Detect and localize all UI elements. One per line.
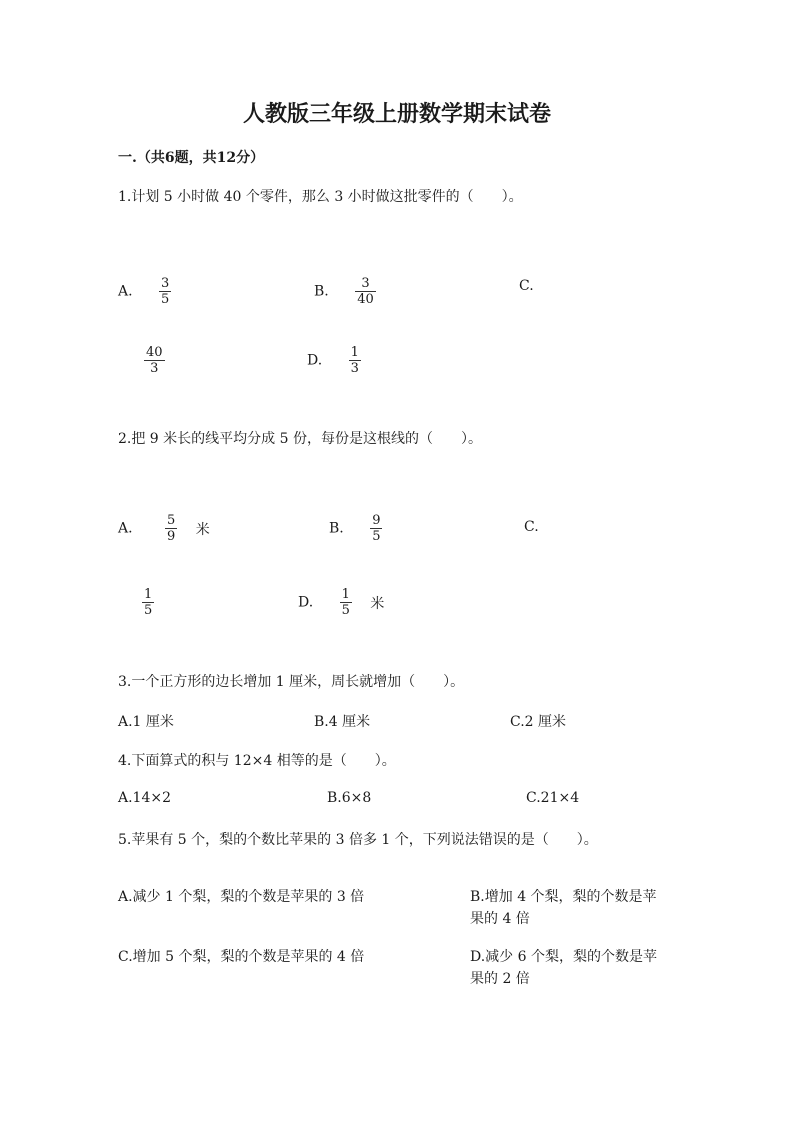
q2-option-d-fraction [340, 587, 352, 618]
q1-option-a-fraction [159, 276, 171, 307]
q5-option-a[interactable]: A.减少 1 个梨，梨的个数是苹果的 3 倍 [118, 889, 365, 905]
fraction-numerator: 3 [161, 276, 170, 291]
fraction-numerator: 40 [146, 345, 163, 360]
question-3-text: 3.一个正方形的边长增加 1 厘米，周长就增加（ ）。 [118, 674, 465, 690]
q5-option-c[interactable]: C.增加 5 个梨，梨的个数是苹果的 4 倍 [118, 949, 365, 965]
q2-option-c-label: C. [524, 519, 539, 535]
q2-option-c[interactable] [524, 519, 539, 535]
fraction-denominator: 5 [372, 529, 381, 544]
fraction-denominator: 5 [161, 292, 170, 307]
q1-option-d-fraction [349, 345, 361, 376]
question-5-text: 5.苹果有 5 个，梨的个数比苹果的 3 倍多 1 个，下列说法错误的是（ ）。 [118, 832, 598, 848]
question-2-text: 2.把 9 米长的线平均分成 5 份，每份是这根线的（ ）。 [118, 431, 482, 447]
q2-option-c-fraction [142, 587, 154, 618]
q2-option-a-fraction [165, 513, 177, 544]
q5-option-b[interactable]: B.增加 4 个梨，梨的个数是苹果的 4 倍 [470, 889, 657, 927]
q2-option-a[interactable] [118, 513, 210, 544]
fraction-numerator: 1 [144, 587, 153, 602]
q1-option-a-label: A. [118, 283, 133, 300]
fraction-numerator: 5 [167, 513, 176, 528]
q2-option-b-fraction [370, 513, 382, 544]
q2-option-b-label: B. [329, 520, 344, 537]
q1-option-b[interactable] [314, 276, 376, 307]
q1-option-c-fraction [144, 345, 165, 376]
section-header: 一.（共6题，共12分） [118, 150, 265, 166]
q2-option-a-label: A. [118, 520, 133, 537]
fraction-denominator: 9 [167, 529, 176, 544]
q1-option-d[interactable] [307, 345, 361, 376]
q4-option-c[interactable]: C.21×4 [526, 790, 580, 806]
fraction-denominator: 40 [357, 292, 374, 307]
q1-option-d-label: D. [307, 352, 323, 369]
fraction-denominator: 5 [144, 603, 153, 618]
q1-option-a[interactable] [118, 276, 171, 307]
q4-option-a[interactable]: A.14×2 [118, 790, 172, 806]
q4-option-b[interactable]: B.6×8 [327, 790, 372, 806]
q3-option-a[interactable]: A.1 厘米 [118, 714, 174, 730]
page-title: 人教版三年级上册数学期末试卷 [242, 101, 551, 127]
question-4-text: 4.下面算式的积与 12×4 相等的是（ ）。 [118, 753, 396, 769]
fraction-numerator: 1 [341, 587, 350, 602]
q2-option-d[interactable] [298, 587, 384, 618]
fraction-numerator: 3 [361, 276, 370, 291]
q5-option-d[interactable]: D.减少 6 个梨，梨的个数是苹果的 2 倍 [470, 949, 657, 987]
q2-option-d-label: D. [298, 594, 314, 611]
q1-option-c-value[interactable] [144, 345, 165, 376]
q2-option-d-unit: 米 [370, 595, 385, 612]
fraction-denominator: 3 [144, 360, 165, 376]
q1-option-b-label: B. [314, 283, 329, 300]
fraction-denominator: 5 [341, 603, 350, 618]
q2-option-b[interactable] [329, 513, 382, 544]
fraction-numerator: 9 [372, 513, 381, 528]
q1-option-c-label: C. [519, 278, 534, 294]
q3-option-c[interactable]: C.2 厘米 [510, 714, 567, 730]
q2-option-c-value[interactable] [142, 587, 154, 618]
q3-option-b[interactable]: B.4 厘米 [314, 714, 371, 730]
fraction-denominator: 3 [350, 361, 359, 376]
q1-option-b-fraction [355, 276, 376, 307]
q2-option-a-unit: 米 [195, 521, 210, 538]
fraction-numerator: 1 [350, 345, 359, 360]
question-1-text: 1.计划 5 小时做 40 个零件，那么 3 小时做这批零件的（ ）。 [118, 189, 523, 205]
q1-option-c[interactable] [519, 278, 534, 294]
